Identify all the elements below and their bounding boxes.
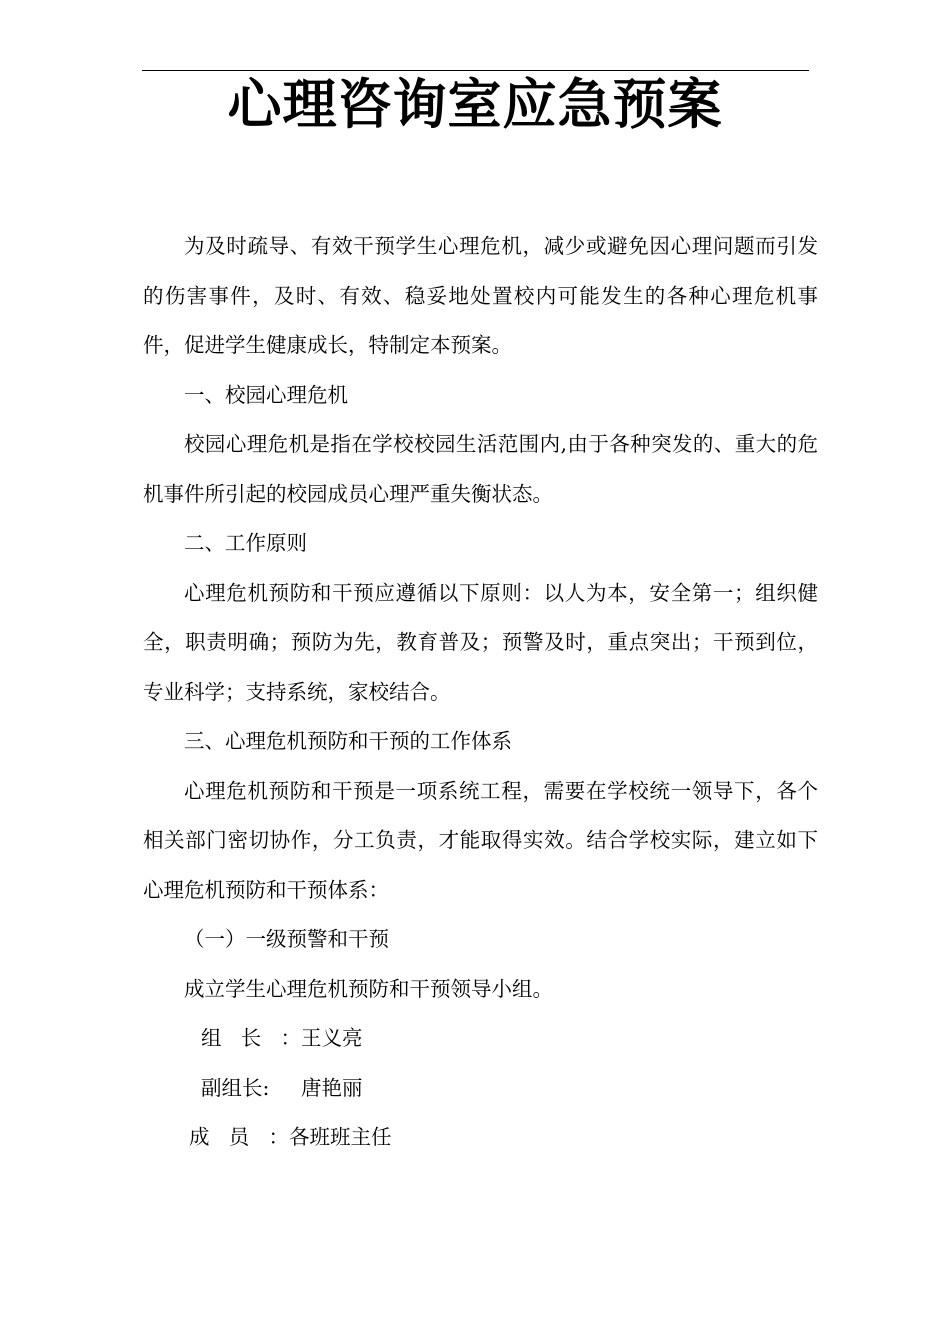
intro-paragraph: 为及时疏导、有效干预学生心理危机，减少或避免因心理问题而引发的伤害事件，及时、有效、稳妥地处置校内可能发生的各种心理危机事件，促进学生健康成长，特制定本预案。 [143, 234, 818, 357]
section-heading-1: 一、校园心理危机 [184, 382, 348, 407]
team-leader-row [143, 1014, 818, 1064]
section-text-3: 心理危机预防和干预是一项系统工程，需要在学校统一领导下，各个相关部门密切协作，分工负责，才能取得实效。结合学校实际，建立如下心理危机预防和干预体系： [143, 778, 818, 902]
header-rule [142, 70, 809, 71]
team-deputy-row [143, 1064, 818, 1114]
section-text-2: 心理危机预防和干预应遵循以下原则：以人为本，安全第一；组织健全，职责明确；预防为先，教育普及；预警及时，重点突出；干预到位，专业科学；支持系统，家校结合。 [143, 580, 818, 704]
team-members-value: 各班班主任 [289, 1125, 392, 1149]
document-title: 心理咨询室应急预案 [227, 73, 723, 136]
team-leader-label: 组长： [201, 1026, 301, 1050]
team-members-label: 成员： [189, 1125, 289, 1149]
section-heading-2: 二、工作原则 [184, 531, 307, 555]
team-members-row [143, 1113, 818, 1163]
section-text-1: 校园心理危机是指在学校校园生活范围内,由于各种突发的、重大的危机事件所引起的校园成员心理严重失衡状态。 [143, 432, 818, 506]
team-deputy-label: 副组长: [201, 1075, 270, 1100]
section-text-4: 成立学生心理危机预防和干预领导小组。 [184, 976, 553, 1001]
subsection-heading-1: （一）一级预警和干预 [184, 927, 389, 951]
team-leader-name: 王义亮 [301, 1026, 363, 1050]
section-heading-3: 三、心理危机预防和干预的工作体系 [184, 729, 512, 753]
document-body [143, 222, 818, 1163]
team-deputy-name: 唐艳丽 [301, 1075, 363, 1100]
